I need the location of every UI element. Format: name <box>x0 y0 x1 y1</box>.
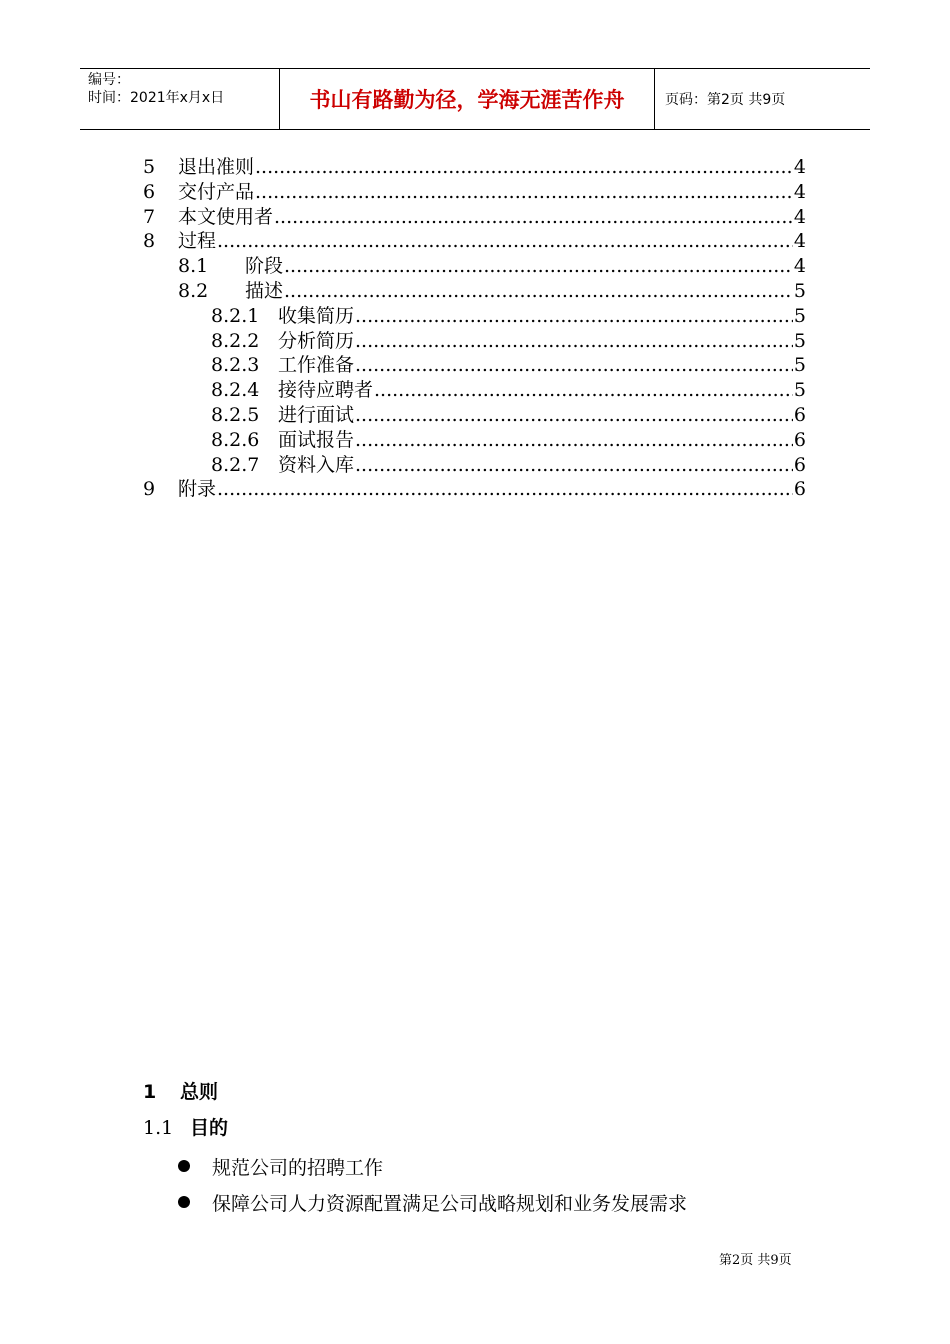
toc-entry-title: 描述 <box>245 279 284 302</box>
section-title: 总则 <box>180 1081 219 1103</box>
list-item <box>178 1148 687 1184</box>
toc-entry-page: 5 <box>793 279 806 302</box>
toc-entry-title: 过程 <box>178 230 217 253</box>
toc-entry-number: 6 <box>143 180 156 203</box>
toc-leader-dots <box>255 180 793 205</box>
toc-entry-number: 5 <box>143 156 156 178</box>
toc-entry-page: 5 <box>793 354 806 377</box>
toc-entry-title: 阶段 <box>245 255 284 278</box>
toc-entry-page: 5 <box>793 329 806 352</box>
toc-entry-page: 6 <box>793 453 806 476</box>
document-number-label: 编号： <box>88 72 130 88</box>
toc-entry-number: 8.2.7 <box>211 453 260 476</box>
toc-entry[interactable] <box>143 304 806 329</box>
toc-entry-number: 8.2.2 <box>211 329 260 352</box>
toc-entry[interactable] <box>143 205 806 230</box>
table-of-contents <box>143 155 806 502</box>
toc-entry[interactable] <box>143 453 806 478</box>
toc-entry-number: 8.2.6 <box>211 428 260 451</box>
toc-leader-dots <box>274 205 793 230</box>
toc-leader-dots <box>355 428 793 453</box>
toc-leader-dots <box>374 378 793 403</box>
toc-entry-number: 9 <box>143 478 156 501</box>
toc-entry-page: 5 <box>793 304 806 327</box>
section-title: 目的 <box>190 1117 229 1139</box>
toc-entry-page: 5 <box>793 379 806 402</box>
toc-leader-dots <box>355 304 793 329</box>
page-header <box>80 68 870 130</box>
toc-entry-number: 8.2.5 <box>211 403 260 426</box>
section-number: 1 <box>143 1081 157 1103</box>
toc-entry-title: 附录 <box>178 478 217 501</box>
toc-entry-page: 6 <box>793 478 806 501</box>
toc-leader-dots <box>284 279 793 304</box>
toc-entry-page: 4 <box>793 230 806 253</box>
purpose-bullet-list <box>178 1148 687 1220</box>
toc-entry[interactable] <box>143 329 806 354</box>
toc-entry-title: 资料入库 <box>278 453 355 476</box>
toc-entry-number: 8 <box>143 230 156 253</box>
header-motto: 书山有路勤为径，学海无涯苦作舟 <box>280 69 655 129</box>
list-item-text: 规范公司的招聘工作 <box>212 1156 384 1179</box>
toc-entry[interactable] <box>143 378 806 403</box>
toc-entry-title: 收集简历 <box>278 304 355 327</box>
toc-entry-title: 接待应聘者 <box>278 379 374 402</box>
toc-leader-dots <box>355 453 793 478</box>
toc-entry[interactable] <box>143 279 806 304</box>
toc-entry[interactable] <box>143 155 806 180</box>
list-item <box>178 1184 687 1220</box>
toc-entry[interactable] <box>143 477 806 502</box>
toc-leader-dots <box>217 229 793 254</box>
header-page-info: 页码：第2页 共9页 <box>665 92 786 108</box>
toc-entry-title: 工作准备 <box>278 354 355 377</box>
toc-entry-page: 4 <box>793 156 806 178</box>
toc-leader-dots <box>355 329 793 354</box>
toc-entry[interactable] <box>143 403 806 428</box>
header-meta <box>80 69 280 129</box>
toc-entry-title: 分析简历 <box>278 329 355 352</box>
toc-leader-dots <box>355 353 793 378</box>
toc-entry-number: 8.2 <box>178 279 209 302</box>
list-item-text: 保障公司人力资源配置满足公司战略规划和业务发展需求 <box>212 1192 688 1215</box>
toc-leader-dots <box>217 477 793 502</box>
toc-entry-number: 8.1 <box>178 255 209 278</box>
toc-entry-title: 退出准则 <box>178 156 255 178</box>
toc-entry-number: 8.2.4 <box>211 379 260 402</box>
section-heading-1 <box>143 1077 218 1104</box>
section-heading-1-1 <box>143 1113 228 1140</box>
toc-entry-title: 本文使用者 <box>178 205 274 228</box>
document-time-label: 时间：2021年x月x日 <box>88 90 225 106</box>
page-footer: 第2页 共9页 <box>719 1253 792 1268</box>
toc-entry[interactable] <box>143 229 806 254</box>
toc-entry-page: 6 <box>793 428 806 451</box>
toc-entry[interactable] <box>143 353 806 378</box>
toc-leader-dots <box>284 254 793 279</box>
toc-entry-number: 8.2.3 <box>211 354 260 377</box>
section-number: 1.1 <box>143 1117 174 1139</box>
toc-entry-page: 4 <box>793 255 806 278</box>
toc-entry-page: 6 <box>793 403 806 426</box>
toc-entry[interactable] <box>143 180 806 205</box>
toc-entry[interactable] <box>143 428 806 453</box>
toc-entry-number: 8.2.1 <box>211 304 260 327</box>
toc-entry-title: 面试报告 <box>278 428 355 451</box>
toc-entry-number: 7 <box>143 205 156 228</box>
toc-entry[interactable] <box>143 254 806 279</box>
toc-leader-dots <box>255 155 793 180</box>
bullet-icon <box>178 1160 190 1172</box>
toc-entry-title: 进行面试 <box>278 403 355 426</box>
toc-leader-dots <box>355 403 793 428</box>
toc-entry-title: 交付产品 <box>178 180 255 203</box>
bullet-icon <box>178 1196 190 1208</box>
toc-entry-page: 4 <box>793 205 806 228</box>
toc-entry-page: 4 <box>793 180 806 203</box>
